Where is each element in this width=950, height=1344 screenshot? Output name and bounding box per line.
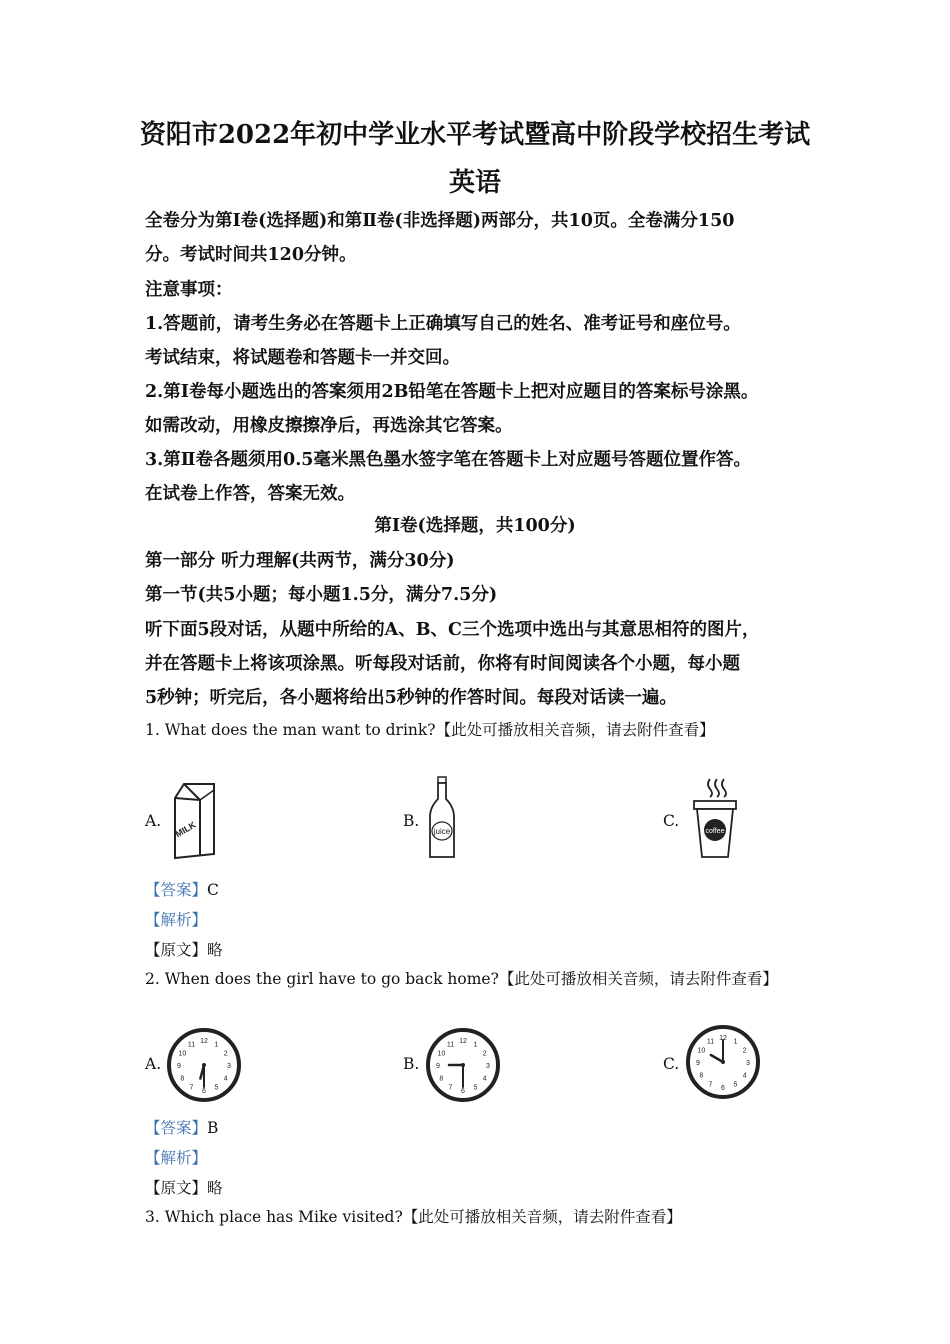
clock-numeral: 9	[177, 1063, 181, 1070]
clock-numeral: 10	[178, 1050, 187, 1058]
clock-numeral: 7	[708, 1081, 713, 1089]
clock-numeral: 1	[214, 1041, 219, 1049]
original-row	[145, 938, 223, 960]
juice-bottle-icon	[424, 775, 460, 861]
clock-numeral: 5	[214, 1084, 219, 1092]
clock-numeral: 8	[699, 1072, 704, 1080]
original-row	[145, 1176, 223, 1198]
clock-numeral: 3	[486, 1063, 490, 1070]
subject-title: 英语	[448, 168, 501, 198]
option-b-label: B.	[403, 812, 420, 830]
milk-carton-icon	[170, 780, 220, 862]
note-item: 2.第Ⅰ卷每小题选出的答案须用2B铅笔在答题卡上把对应题目的答案标号涂黑。	[145, 382, 759, 402]
volume-heading: 第Ⅰ卷(选择题，共100分)	[374, 516, 576, 536]
original-value: 略	[207, 941, 223, 959]
original-tag: 【原文】	[145, 1179, 208, 1197]
clock-numeral: 4	[482, 1075, 487, 1083]
instruction-line: 听下面5段对话，从题中所给的A、B、C三个选项中选出与其意思相符的图片，	[145, 620, 760, 640]
clock-numeral: 11	[706, 1038, 715, 1046]
juice-label: juice	[433, 827, 451, 836]
clock-numeral: 12	[459, 1038, 467, 1045]
clock-numeral: 11	[446, 1041, 455, 1049]
original-value: 略	[207, 1179, 223, 1197]
clock-numeral: 3	[746, 1060, 750, 1067]
clock-numeral: 9	[436, 1063, 440, 1070]
clock-numeral: 4	[223, 1075, 228, 1083]
clock-numeral: 6	[461, 1088, 465, 1095]
clock-numeral: 8	[439, 1075, 444, 1083]
clock-numeral: 12	[200, 1038, 208, 1045]
analysis-tag: 【解析】	[145, 1149, 208, 1167]
clock-numeral: 2	[482, 1050, 487, 1058]
intro-line-2: 分。考试时间共120分钟。	[145, 245, 357, 265]
answer-value: C	[207, 881, 219, 899]
clock-numeral: 9	[696, 1060, 700, 1067]
clock-numeral: 10	[437, 1050, 446, 1058]
original-tag: 【原文】	[145, 941, 208, 959]
clock-numeral: 4	[742, 1072, 747, 1080]
coffee-cup-icon	[690, 775, 740, 861]
answer-row	[145, 878, 219, 900]
part1-heading: 第一部分 听力理解(共两节，满分30分)	[145, 551, 455, 571]
clock-numeral: 8	[180, 1075, 185, 1083]
clock-numeral: 2	[742, 1047, 747, 1055]
intro-line-1: 全卷分为第Ⅰ卷(选择题)和第Ⅱ卷(非选择题)两部分，共10页。全卷满分150	[145, 211, 735, 231]
section1-heading: 第一节(共5小题；每小题1.5分，满分7.5分)	[145, 585, 498, 605]
answer-value: B	[207, 1119, 219, 1137]
answer-tag: 【答案】	[145, 881, 208, 899]
answer-tag: 【答案】	[145, 1119, 208, 1137]
clock-numeral: 1	[473, 1041, 478, 1049]
coffee-label: coffee	[705, 828, 725, 835]
option-c-label: C.	[663, 812, 680, 830]
note-item: 考试结束，将试题卷和答题卡一并交回。	[145, 348, 460, 368]
instruction-line: 5秒钟；听完后，各小题将给出5秒钟的作答时间。每段对话读一遍。	[145, 688, 677, 708]
clock-icon	[166, 1027, 242, 1103]
clock-numeral: 3	[227, 1063, 231, 1070]
clock-numeral: 6	[202, 1088, 206, 1095]
question-1-text: 1. What does the man want to drink?【此处可播放相关音频，请去附件查看】	[145, 721, 715, 739]
clock-numeral: 12	[719, 1035, 727, 1042]
clock-numeral: 1	[733, 1038, 738, 1046]
milk-label: MILK	[173, 819, 198, 840]
page-title: 资阳市2022年初中学业水平考试暨高中阶段学校招生考试	[139, 120, 811, 150]
clock-numeral: 10	[697, 1047, 706, 1055]
clock-icon	[685, 1024, 761, 1100]
instruction-line: 并在答题卡上将该项涂黑。听每段对话前，你将有时间阅读各个小题，每小题	[145, 654, 740, 674]
note-item: 在试卷上作答，答案无效。	[145, 484, 355, 504]
question-2-text: 2. When does the girl have to go back home?【此处可播放相关音频，请去附件查看】	[145, 970, 778, 988]
clock-numeral: 5	[733, 1081, 738, 1089]
note-item: 1.答题前，请考生务必在答题卡上正确填写自己的姓名、准考证号和座位号。	[145, 314, 741, 334]
option-a-label: A.	[145, 1055, 162, 1073]
note-item: 如需改动，用橡皮擦擦净后，再选涂其它答案。	[145, 416, 513, 436]
answer-row	[145, 1116, 218, 1138]
option-a-label: A.	[145, 812, 162, 830]
clock-numeral: 2	[223, 1050, 228, 1058]
clock-numeral: 7	[448, 1084, 453, 1092]
clock-numeral: 5	[473, 1084, 478, 1092]
analysis-tag: 【解析】	[145, 911, 208, 929]
option-b-label: B.	[403, 1055, 420, 1073]
note-item: 3.第Ⅱ卷各题须用0.5毫米黑色墨水签字笔在答题卡上对应题号答题位置作答。	[145, 450, 751, 470]
notes-heading: 注意事项：	[145, 280, 233, 300]
clock-numeral: 6	[721, 1085, 725, 1092]
clock-numeral: 7	[189, 1084, 194, 1092]
option-c-label: C.	[663, 1055, 680, 1073]
clock-icon	[425, 1027, 501, 1103]
question-3-text: 3. Which place has Mike visited?【此处可播放相关音频，请去附件查看】	[145, 1208, 682, 1226]
clock-numeral: 11	[187, 1041, 196, 1049]
